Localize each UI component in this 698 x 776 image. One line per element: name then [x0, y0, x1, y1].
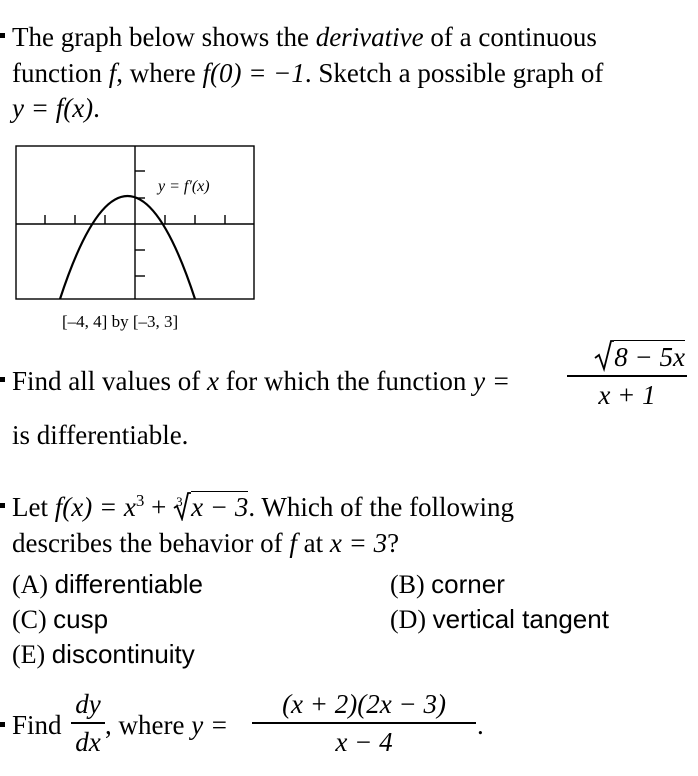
graph-window-caption: [–4, 4] by [–3, 3] [62, 312, 179, 331]
problem-4-fraction [252, 689, 476, 757]
choice-text: cusp [53, 604, 109, 634]
fraction-numerator: dy [75, 689, 101, 719]
text: for which the function [218, 366, 474, 396]
fraction-denominator: x + 1 [598, 379, 656, 410]
text: + [144, 492, 174, 522]
choice-text: differentiable [54, 569, 204, 599]
problem-3-line-1 [12, 490, 514, 524]
text: describes the behavior of [12, 528, 290, 558]
text: . Which of the following [248, 492, 515, 522]
fraction-bar [567, 375, 687, 377]
text: , where [105, 710, 192, 740]
text: ? [387, 528, 400, 558]
text: . Sketch a possible graph of [304, 58, 604, 88]
text: Find all values of [12, 366, 207, 396]
fraction-numerator [567, 340, 687, 372]
choice-label: (E) [12, 640, 46, 669]
problem-3-line-2 [12, 526, 399, 560]
math-function: f(x) = x [54, 492, 136, 522]
text-emphasis: derivative [315, 22, 424, 52]
problem-1-bullet [0, 33, 5, 38]
problem-4-find: Find [12, 710, 62, 740]
text: The graph below shows the [12, 22, 316, 52]
fraction-bar [252, 722, 476, 724]
derivative-graph [15, 145, 255, 301]
radicand: 8 − 5x [614, 342, 685, 372]
problem-1-line-2 [12, 56, 603, 90]
text: function [12, 58, 109, 88]
parabola-curve [60, 196, 195, 299]
text: . [93, 93, 100, 123]
fraction-denominator: dx [75, 726, 101, 757]
problem-1-line-3 [12, 91, 100, 125]
choice-label: (C) [12, 605, 47, 634]
fraction-denominator: x − 4 [335, 726, 393, 757]
text: , where [116, 58, 203, 88]
choice-d[interactable] [390, 602, 609, 637]
choice-b[interactable] [390, 567, 505, 602]
text: of a continuous [423, 22, 597, 52]
problem-4-bullet [0, 722, 5, 727]
derivative-dy-dx [71, 689, 105, 757]
choice-c[interactable] [12, 602, 108, 637]
fraction-numerator: (x + 2)(2x − 3) [282, 689, 446, 719]
choice-text: corner [431, 569, 505, 599]
problem-3-bullet [0, 503, 5, 508]
problem-2-line-2: is differentiable. [12, 420, 189, 450]
choice-text: discontinuity [51, 639, 195, 669]
choice-text: vertical tangent [432, 604, 609, 634]
math-y-equals-f: y = f(x) [12, 93, 94, 123]
math-x-equals-3: x = 3 [329, 528, 388, 558]
problem-2-bullet [0, 377, 5, 382]
root-index: 3 [176, 494, 183, 509]
choice-e[interactable] [12, 637, 195, 672]
exponent: 3 [135, 491, 145, 510]
text: at [296, 528, 330, 558]
choice-a[interactable] [12, 567, 203, 602]
problem-2-fraction [567, 340, 687, 410]
fraction-bar [71, 722, 105, 724]
math-y-equals: y = [473, 366, 511, 396]
math-y-equals: y = [191, 710, 229, 740]
choice-label: (D) [390, 605, 427, 634]
choice-label: (A) [12, 570, 49, 599]
problem-4-where [105, 708, 228, 742]
problem-2-line-1 [12, 364, 510, 398]
square-root-icon [594, 340, 614, 372]
text: Let [12, 492, 55, 522]
choice-label: (B) [390, 570, 425, 599]
graph-curve-label: y = f′(x) [158, 178, 210, 195]
math-initial-condition: f(0) = −1 [202, 58, 305, 88]
radicand: x − 3 [191, 492, 249, 522]
cube-root [173, 490, 248, 524]
math-f: f [289, 528, 297, 558]
problem-4-period: . [477, 710, 484, 740]
math-x: x [206, 366, 219, 396]
problem-1-line-1 [12, 20, 597, 54]
math-f: f [108, 58, 117, 88]
